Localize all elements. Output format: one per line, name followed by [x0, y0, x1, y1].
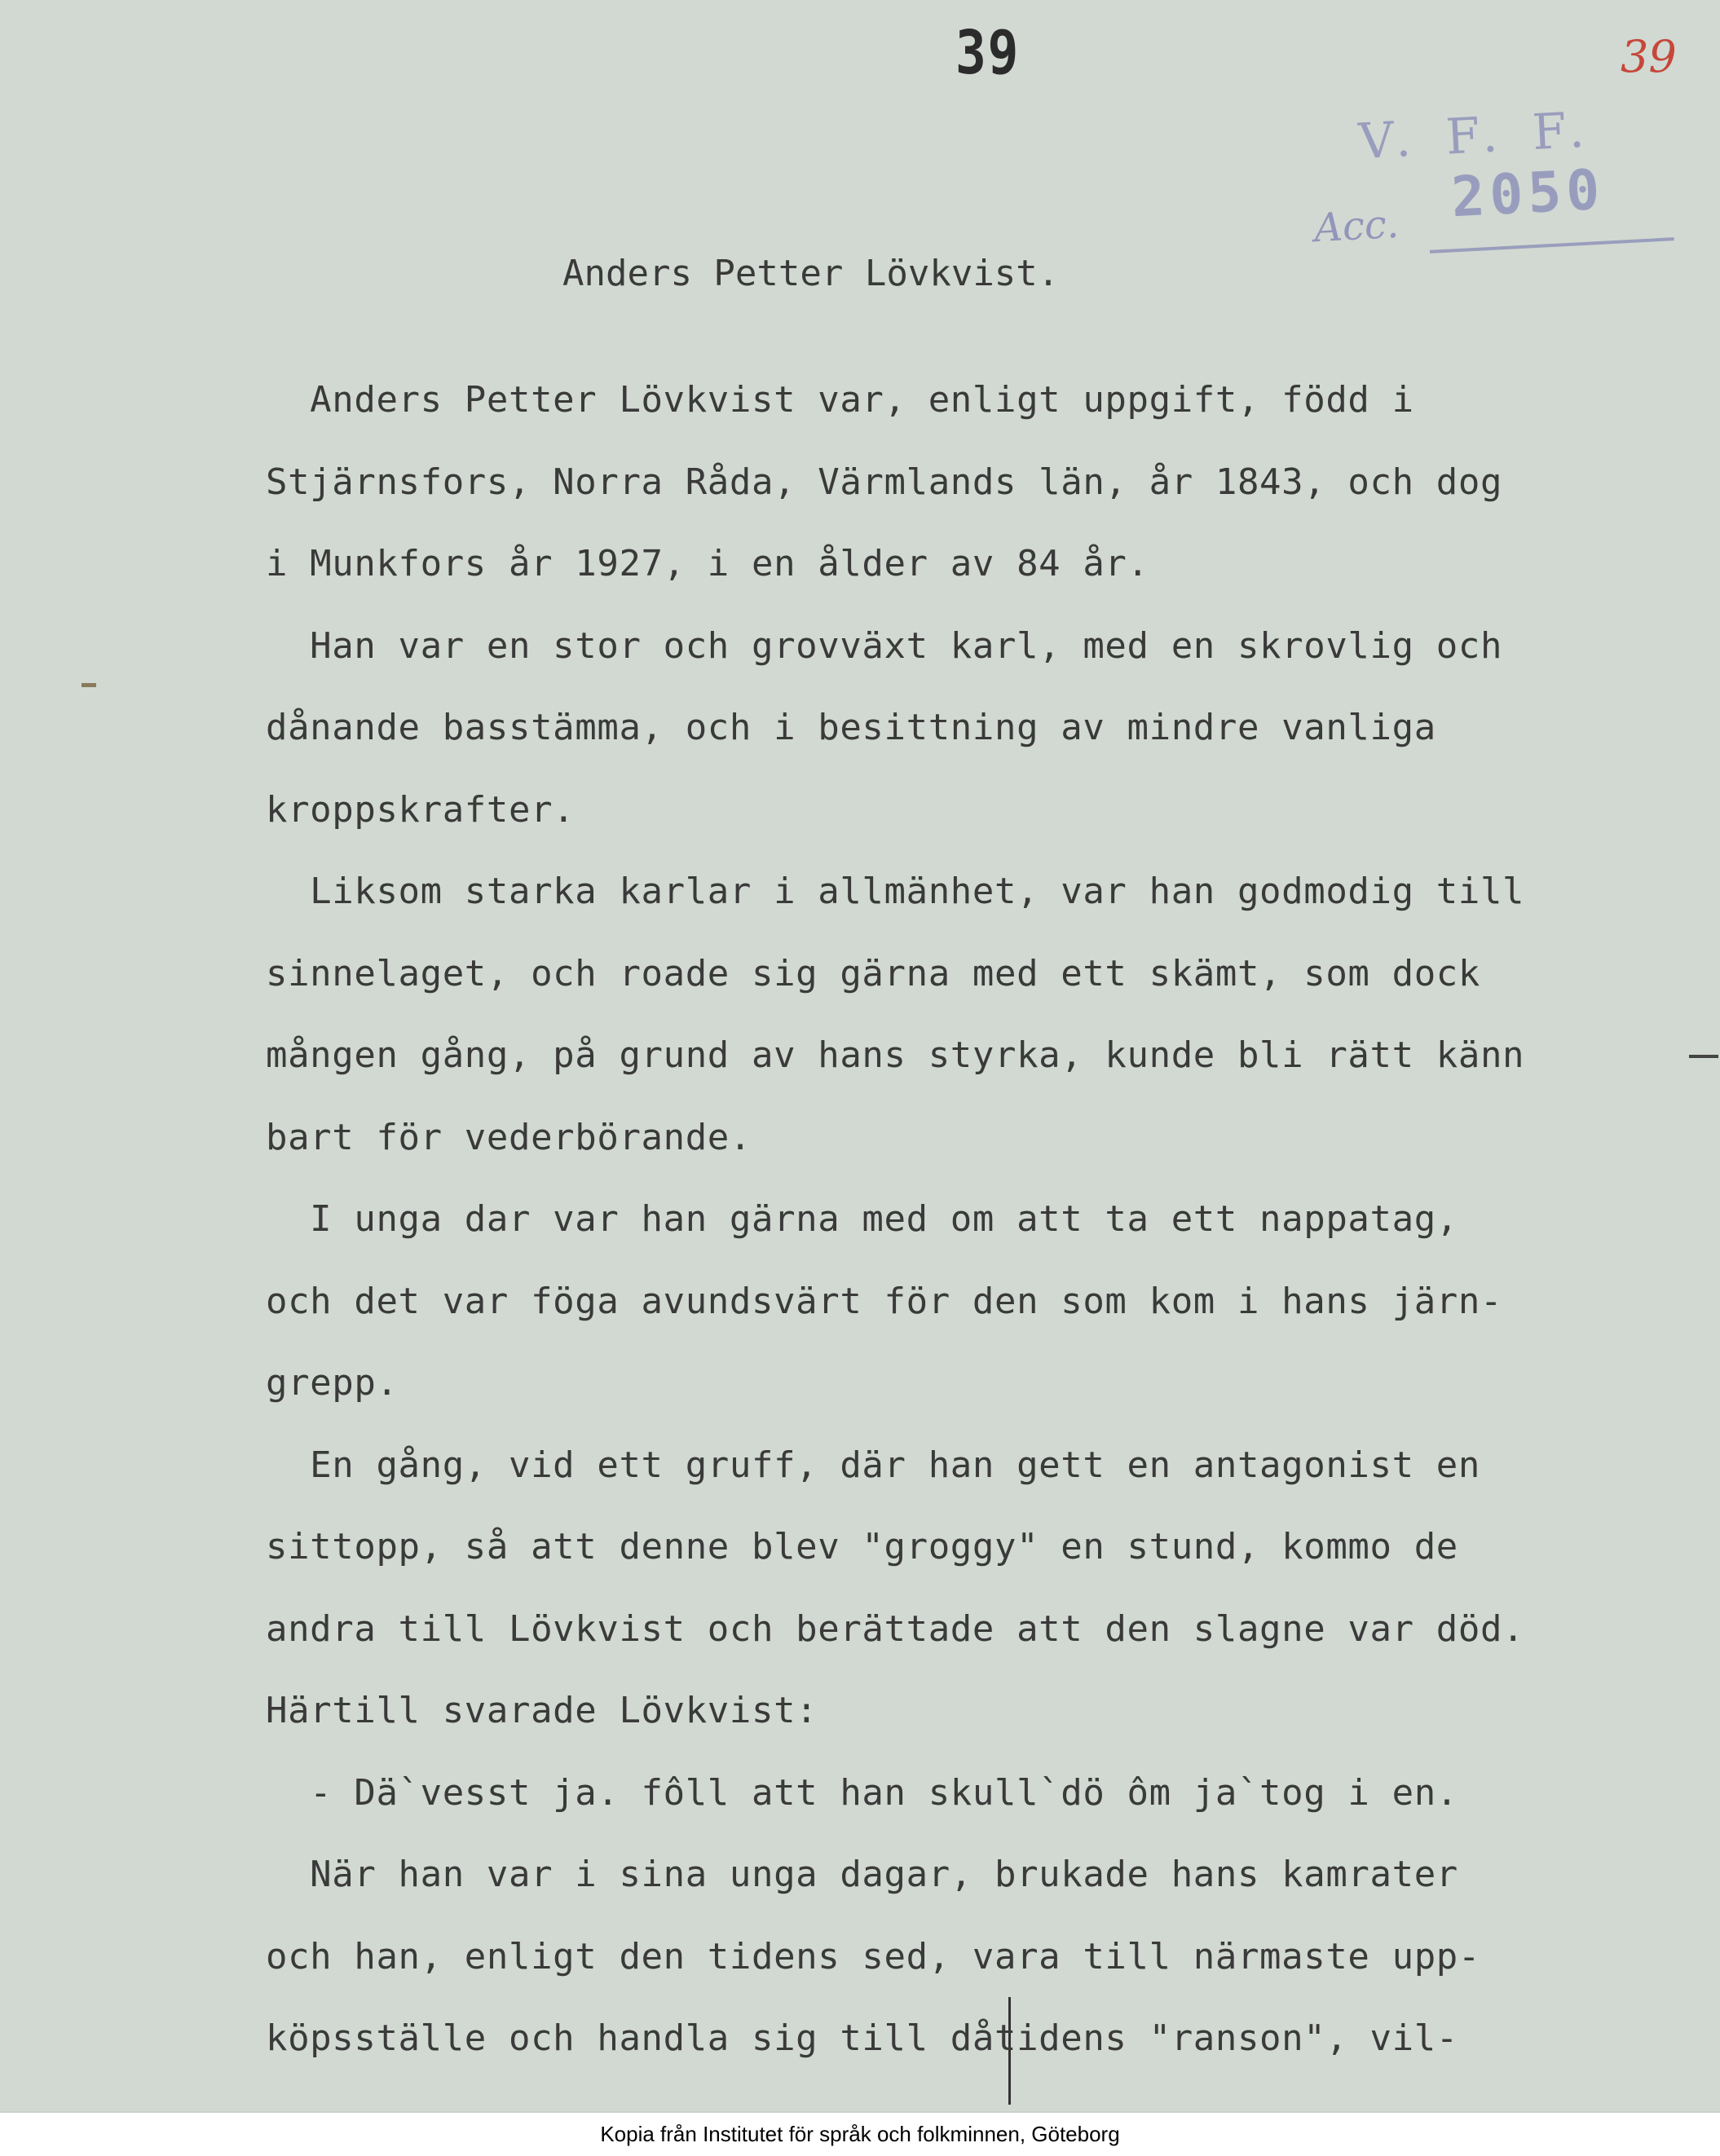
text-line: Härtill svarade Lövkvist:: [266, 1690, 818, 1731]
text-line: bart för vederbörande.: [266, 1116, 752, 1158]
typewritten-body: [266, 371, 1700, 2092]
text-line: och det var föga avundsvärt för den som kom i hans järn-: [266, 1280, 1503, 1322]
margin-mark: [82, 683, 96, 687]
stamp-accession-number: 2050: [1449, 157, 1607, 231]
text-line: I unga dar var han gärna med om att ta ett nappatag,: [266, 1198, 1458, 1240]
text-line: Anders Petter Lövkvist var, enligt uppgift, född i: [266, 379, 1414, 421]
document-title: Anders Petter Lövkvist.: [562, 253, 1060, 294]
archive-stamp: [1308, 96, 1700, 279]
text-line: sittopp, så att denne blev "groggy" en stund, kommo de: [266, 1526, 1458, 1567]
stamp-underline: [1430, 237, 1674, 254]
page-number: 39: [955, 18, 1021, 88]
text-line: Liksom starka karlar i allmänhet, var han godmodig till: [266, 871, 1525, 912]
text-line: andra till Lövkvist och berättade att den slagne var död.: [266, 1607, 1525, 1650]
text-line: och han, enligt den tidens sed, vara till närmaste upp-: [266, 1935, 1480, 1977]
handwritten-page-number: 39: [1621, 31, 1677, 82]
archive-footer: Kopia från Institutet för språk och folkminnen, Göteborg: [0, 2113, 1720, 2156]
text-line: sinnelaget, och roade sig gärna med ett skämt, som dock: [266, 952, 1480, 994]
stamp-archive-code: V. F. F.: [1357, 101, 1596, 171]
text-line: grepp.: [266, 1362, 399, 1404]
text-line: kroppskrafter.: [266, 788, 576, 831]
stamp-accession-label: Acc.: [1312, 201, 1400, 252]
text-line: Stjärnsfors, Norra Råda, Värmlands län, år 1843, och dog: [266, 461, 1503, 503]
text-line: köpsställe och handla sig till dåtidens "ranson", vil-: [266, 2017, 1458, 2059]
text-line: När han var i sina unga dagar, brukade hans kamrater: [266, 1854, 1458, 1895]
text-line: Han var en stor och grovväxt karl, med en skrovlig och: [266, 624, 1503, 667]
text-line: i Munkfors år 1927, i en ålder av 84 år.: [266, 543, 1149, 584]
text-line: dånande basstämma, och i besittning av mindre vanliga: [266, 707, 1436, 748]
text-line: - Dä`vesst ja. fôll att han skull`dö ôm ja`tog i en.: [266, 1771, 1458, 1814]
text-line: En gång, vid ett gruff, där han gett en antagonist en: [266, 1444, 1480, 1486]
text-line: mången gång, på grund av hans styrka, kunde bli rätt känn: [266, 1034, 1525, 1076]
